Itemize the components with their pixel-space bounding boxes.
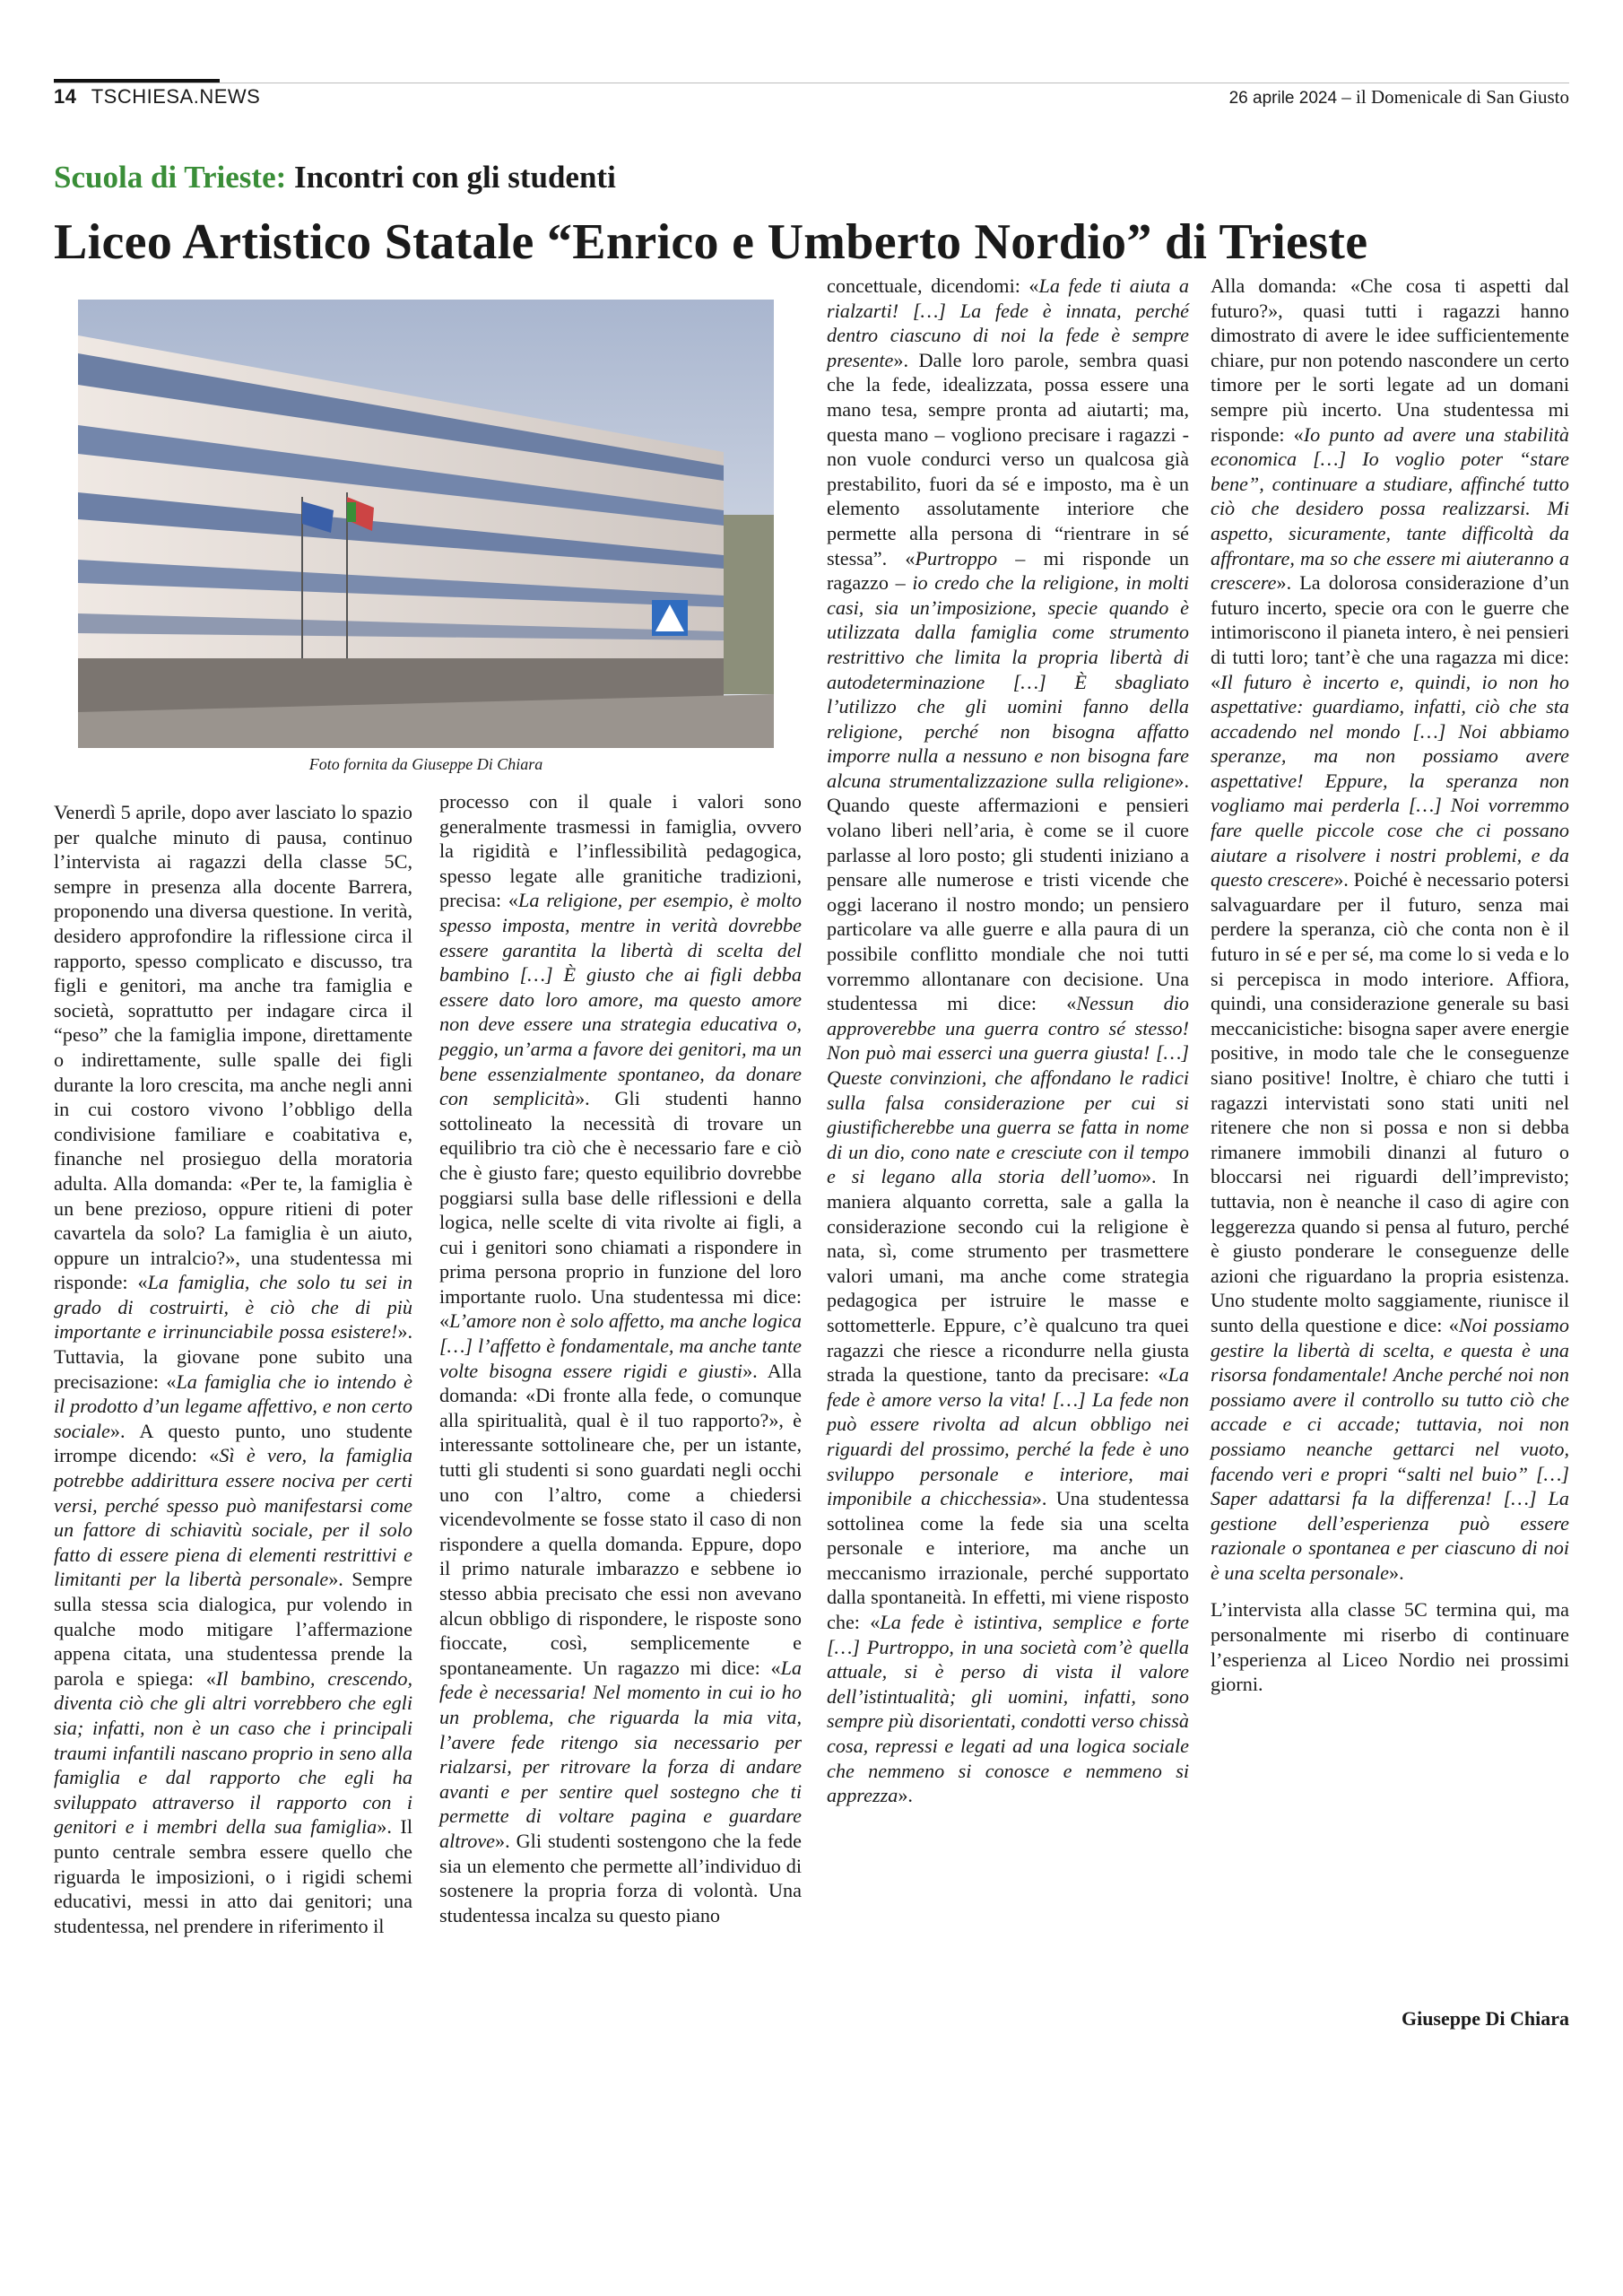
school-building-illustration [78, 300, 774, 748]
text-run: Venerdì 5 aprile, dopo aver lasciato lo spazio per qualche minuto di pausa, continuo l’intervista ai ragazzi della classe 5C, sempre in presenza alla docente Barrera, proponendo una diversa questione. In verità, desidero approfondire la riflessione circa il rapporto, spesso complicato e discusso, tra figli e genitori, ma anche tra famiglia e società, soprattutto per indagare circa il “peso” che la famiglia impone, direttamente o indirettamente, sulle spalle dei figli durante la loro crescita, ma anche negli anni in cui costoro vivono l’obbligo della condivisione familiare e coabitativa e, finanche nel prosieguo della moratoria adulta. Alla domanda: «Per te, la famiglia è un bene prezioso, oppure ritieni di poter cavartela da solo? La famiglia è un aiuto, oppure un intralcio?», una studentessa mi risponde: « [54, 801, 412, 1294]
article-column-3 [827, 274, 1189, 1808]
text-run: ». [1389, 1561, 1404, 1584]
page-header-left [54, 85, 260, 109]
quote-text: Il bambino, crescendo, diventa ciò che gli altri vorrebbero che egli sia; infatti, non è un caso che i principali traumi infantili nascano proprio in seno alla famiglia e dal rapporto che egli ha sviluppato attraverso il rapporto con i genitori e i membri della sua famiglia [54, 1666, 413, 1839]
quote-text: Il futuro è incerto e, quindi, io non ho aspettative: guardiamo, infatti, ciò che sta accadendo nel mondo […] Noi abbiamo speranze, ma non possiamo avere aspettative! Eppure, la speranza non vogliamo mai perderla […] Noi vorremmo fare quelle piccole cose che ci possano aiutare a risolvere i nostri problemi, e da questo crescere [1211, 670, 1569, 891]
quote-text: Io punto ad avere una stabilità economica […] Io voglio poter “stare bene”, continuare a studiare, affinché tutto ciò che desidero possa realizzarsi. Mi aspetto, sicuramente, tante difficoltà da affrontare, ma so che essere mi aiuteranno a crescere [1211, 422, 1569, 595]
header-separator: – [1337, 86, 1357, 108]
quote-text: Purtroppo [915, 546, 998, 570]
article-paragraph [439, 789, 802, 1927]
article-paragraph [827, 274, 1189, 1808]
text-run: – mi risponde un ragazzo – [827, 546, 1189, 595]
quote-text: La fede è istintiva, semplice e forte […] Purtroppo, in una società com’è quella attuale, si è perso di vista il valore dell’istintualità; gli uomini, infatti, sono sempre più disorientati, condotti verso chissà cosa, repressi e legati ad una logica sociale che nemmeno si conosce e nemmeno si apprezza [827, 1611, 1189, 1807]
kicker-topic: Incontri con gli studenti [294, 160, 616, 195]
quote-text: Noi possiamo gestire la libertà di scelta, e questa è una risorsa fondamentale! Anche perché noi non possiamo avere il controllo su tutto ciò che accade e ci accade; tuttavia, noi non possiamo neanche gettarci nel vuoto, facendo veri e propri “salti nel buio” […] Saper adattarsi fa la differenza! […] La gestione dell’esperienza può essere razionale o spontanea e per ciascuno di noi è una scelta personale [1211, 1313, 1570, 1584]
quote-text: La famiglia, che solo tu sei in grado di costruirti, è ciò che di più importante e irrinunciabile possa esistere! [54, 1271, 412, 1344]
quote-text: La religione, per esempio, è molto spesso imposta, mentre in verità dovrebbe essere garantita la libertà di scelta del bambino […] È giusto che ai figli debba essere dato loro amore, ma questo amore non deve essere una strategia educativa o, peggio, un’arma a favore dei genitori, ma un bene essenzialmente spontaneo, da donare con semplicità [439, 889, 802, 1110]
issue-date: 26 aprile 2024 [1228, 89, 1338, 108]
text-run: processo con il quale i valori sono generalmente trasmessi in famiglia, ovvero la rigidità e l’inflessibilità pedagogica, spesso legate alle granitiche tradizioni, precisa: « [439, 790, 802, 912]
school-building-photo [78, 300, 774, 748]
quote-text: La fede è amore verso la vita! […] La fede non può essere rivolta ad alcun obbligo nei riguardi del prossimo, perché la fede è uno sviluppo personale e interiore, mai imponibile a chicchessia [827, 1363, 1189, 1510]
text-run: ». Una studentessa sottolinea come la fede sia una scelta personale e interiore, ma anche un meccanismo irrazionale, perché supportato dalla spontaneità. In effetti, mi viene risposto che: « [827, 1487, 1189, 1634]
text-run: ». Tuttavia, la giovane pone subito una precisazione: « [54, 1320, 412, 1393]
quote-text: L’amore non è solo affetto, ma anche logica […] l’affetto è fondamentale, ma anche tante volte bisogna essere rigidi e giusti [439, 1309, 802, 1382]
text-run: ». Gli studenti sostengono che la fede sia un elemento che permette all’individuo di sostenere la propria forza di volontà. Una studentessa incalza su questo piano [439, 1829, 802, 1926]
article-paragraph [1211, 274, 1569, 1585]
text-run: ». A questo punto, uno studente irrompe dicendo: « [54, 1419, 412, 1467]
article-kicker [54, 160, 616, 196]
text-run: ». Poiché è necessario potersi salvaguardare per il futuro, senza mai perdere la speranza, ciò che conta non è il futuro in sé e per sé, ma come lo si veda e lo si percepisca in modo interiore. Affiora, quindi, una considerazione generale su basi meccanicistiche: bisogna saper avere energie positive, in modo tale che le conseguenze siano positive! Inoltre, è chiaro che tutti i ragazzi intervistati sono stati uniti nel ritenere che non si possa e non si debba rimanere immobili dinanzi al futuro o bloccarsi nei riguardi dell’imprevisto; tuttavia, non è neanche il caso di agire con leggerezza quando si pensa al futuro, perché è giusto ponderare le conseguenze delle azioni che riguardano la propria esistenza. Uno studente molto saggiamente, riunisce il sunto della questione e dice: « [1211, 868, 1569, 1336]
text-run: ». La dolorosa considerazione d’un futuro incerto, specie ora con le guerre che intimoriscono il pianeta intero, è nei pensieri di tutti loro; tant’è che una ragazza mi dice: « [1211, 571, 1569, 693]
text-run: Alla domanda: «Che cosa ti aspetti dal futuro?», quasi tutti i ragazzi hanno dimostrato di avere le idee sufficientemente chiare, pur non potendo nascondere un certo timore per le sorti legate ad un domani sempre più incerto. Una studentessa mi risponde: « [1211, 274, 1569, 446]
text-run: L’intervista alla classe 5C termina qui, ma personalmente mi riserbo di continuare l’esperienza al Liceo Nordio nei prossimi giorni. [1211, 1598, 1569, 1696]
article-paragraph [54, 800, 412, 1938]
text-run: ». Gli studenti hanno sottolineato la necessità di trovare un equilibrio tra ciò che è necessario fare e ciò che è giusto fare; questo equilibrio dovrebbe poggiarsi sulla base delle riflessioni e della logica, nelle scelte di vita rivolte ai figli, a cui i genitori sono chiamati a rispondere in prima persona proprio in funzione del loro importante ruolo. Una studentessa mi dice: « [439, 1087, 802, 1333]
text-run: ». Sempre sulla stessa scia dialogica, pur volendo in qualche modo mitigare l’affermazione appena citata, una studentessa prende la parola e spiega: « [54, 1568, 412, 1690]
quote-text: io credo che la religione, in molti casi, sia un’imposizione, specie quando è utilizzata dalla famiglia come strumento restrittivo che limita la propria libertà di autodeterminazione […] È sbagliato l’utilizzo che gli uomini fanno della religione, perché non bisogna affatto imporre nulla a nessuno e non bisogna fare alcuna strumentalizzazione sulla religione [827, 571, 1189, 792]
quote-text: La fede è necessaria! Nel momento in cui io ho un problema, che riguarda la mia vita, l’avere fede ritengo sia necessario per rialzarsi, per ritrovare la forza di andare avanti e per sentire quel sostegno che ti permette di voltare pagina e guardare altrove [439, 1656, 802, 1852]
article-paragraph [1211, 1597, 1569, 1696]
quote-text: La fede ti aiuta a rialzarti! […] La fede è innata, perché dentro ciascuno di noi la fede è sempre presente [827, 274, 1189, 371]
quote-text: Sì è vero, la famiglia potrebbe addirittura essere nociva per certi versi, perché spesso può manifestarsi come un fattore di schiavitù sociale, per il solo fatto di essere piena di elementi restrittivi e limitanti per la libertà personale [54, 1444, 412, 1591]
kicker-section: Scuola di Trieste: [54, 160, 287, 195]
page-header-right [1229, 86, 1569, 109]
text-run: ». Il punto centrale sembra essere quello che riguarda le imposizioni, o i rigidi schemi educativi, messi in atto dai genitori; una studentessa, nel prendere in riferimento il [54, 1815, 412, 1937]
text-run: concettuale, dicendomi: « [827, 274, 1039, 297]
quote-text: Nessun dio approverebbe una guerra contro sé stesso! Non può mai esserci una guerra giusta! […] Queste convinzioni, che affondano le radici sulla falsa considerazione per cui si giustificherebbe una guerra se fatta in nome di un dio, cono nate e cresciute con il tempo e si legano alla storia dell’uomo [827, 992, 1189, 1188]
photo-caption: Foto fornita da Giuseppe Di Chiara [308, 755, 543, 773]
site-name: TSCHIESA.NEWS [91, 85, 261, 108]
quote-text: La famiglia che io intendo è il prodotto d’un legame affettivo, e non certo sociale [54, 1370, 412, 1442]
text-run: ». Quando queste affermazioni e pensieri volano liberi nell’aria, è come se il cuore parlasse al loro posto; gli studenti iniziano a pensare alle numerose e tristi vicende che oggi lacerano il nostro mondo; un pensiero particolare va alle guerre e alla paura di un possibile conflitto mondiale che noi tutti vorremmo allontanare con decisione. Una studentessa mi dice: « [827, 769, 1189, 1015]
text-run: ». Dalle loro parole, sembra quasi che la fede, idealizzata, possa essere una mano tesa, sempre pronta ad aiutarti; ma, questa mano – vogliono precisare i ragazzi - non vuole condurci verso un qualcosa già prestabilito, fuori da sé e imposto, ma è un elemento assolutamente interiore che permette alla persona di “rientrare in sé stessa”. « [827, 348, 1189, 570]
text-run: ». Alla domanda: «Di fronte alla fede, o comunque alla spiritualità, qual è il tuo rapporto?», è interessante sottolineare che, per un istante, tutti gli studenti si sono guardati negli occhi uno con l’altro, come a chiedersi vicendevolmente se fosse stato il caso di non rispondere a quella domanda. Eppure, dopo il primo naturale imbarazzo e sebbene io stesso abbia precisato che essi non avevano alcun obbligo di rispondere, le risposte sono fioccate, così, semplicemente e spontaneamente. Un ragazzo mi dice: « [439, 1359, 802, 1679]
article-headline: Liceo Artistico Statale “Enrico e Umberto Nordio” di Trieste [54, 214, 1368, 270]
article-column-2 [439, 789, 802, 1927]
text-run: ». In maniera alquanto corretta, sale a galla la considerazione secondo cui la religione è nata, sì, come strumento per trasmettere valori umani, ma anche come strategia pedagogica per istruire le masse e sottometterle. Eppure, c’è qualcuno tra quei ragazzi che riesce a ricondurre nella giusta strada la questione, tanto da precisare: « [827, 1165, 1189, 1387]
page-number: 14 [54, 85, 77, 108]
author-signature: Giuseppe Di Chiara [1401, 2007, 1569, 2030]
text-run: ». [898, 1784, 913, 1807]
publication-name: il Domenicale di San Giusto [1356, 86, 1569, 108]
article-column-4 [1211, 274, 1569, 1697]
article-column-1 [54, 800, 412, 1938]
